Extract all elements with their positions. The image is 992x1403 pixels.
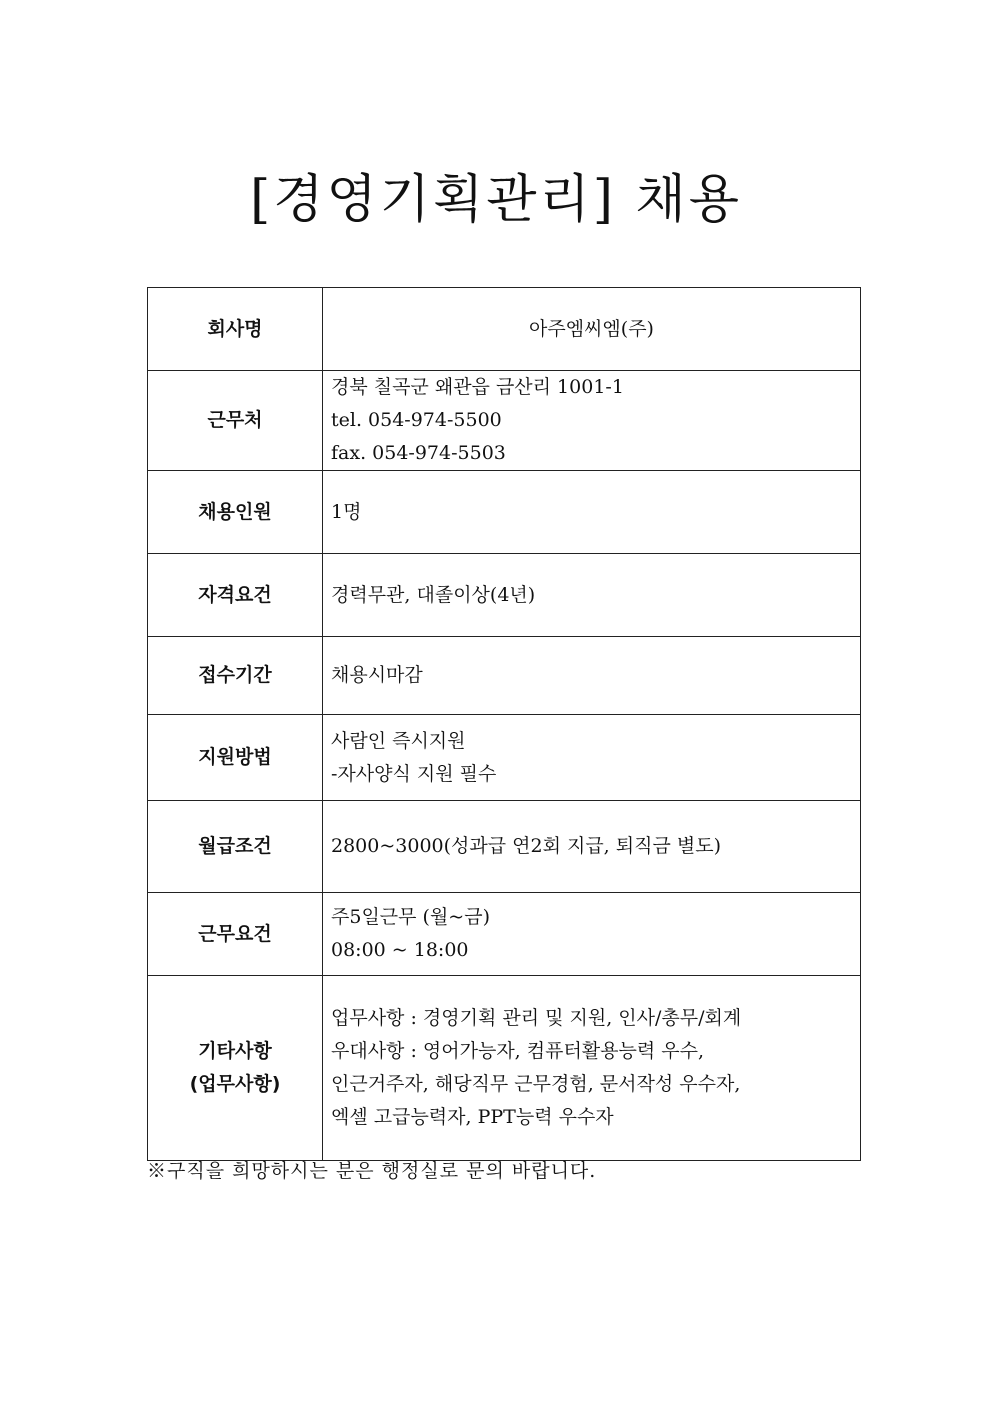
workplace-value (323, 371, 861, 471)
job-info-table (147, 287, 861, 1161)
company-value: 아주엠씨엠(주) (323, 288, 861, 371)
table-row-workplace (148, 371, 861, 471)
etc-label-line-2: (업무사항) (189, 1073, 281, 1095)
table-row-headcount (148, 471, 861, 554)
hours-label: 근무요건 (148, 893, 323, 976)
table-row-method (148, 715, 861, 801)
workplace-label: 근무처 (148, 371, 323, 471)
table-row-etc (148, 976, 861, 1161)
workplace-tel: tel. 054-974-5500 (331, 409, 502, 431)
etc-line-4: 엑셀 고급능력자, PPT능력 우수자 (331, 1106, 614, 1128)
hours-line-2: 08:00 ~ 18:00 (331, 939, 469, 961)
salary-value: 2800~3000(성과급 연2회 지급, 퇴직금 별도) (323, 801, 861, 893)
table-row-period (148, 637, 861, 715)
table-row-company (148, 288, 861, 371)
period-value: 채용시마감 (323, 637, 861, 715)
table-row-hours (148, 893, 861, 976)
headcount-value: 1명 (323, 471, 861, 554)
hours-line-1: 주5일근무 (월~금) (331, 906, 490, 928)
headcount-label: 채용인원 (148, 471, 323, 554)
qualification-label: 자격요건 (148, 554, 323, 637)
hours-value (323, 893, 861, 976)
table-row-salary (148, 801, 861, 893)
footnote: ※구직을 희망하시는 분은 행정실로 문의 바랍니다. (147, 1160, 597, 1182)
etc-line-3: 인근거주자, 해당직무 근무경험, 문서작성 우수자, (331, 1073, 741, 1095)
table-row-qualification (148, 554, 861, 637)
company-label: 회사명 (148, 288, 323, 371)
etc-line-1: 업무사항 : 경영기획 관리 및 지원, 인사/총무/회계 (331, 1007, 742, 1029)
page-title: [경영기획관리] 채용 (250, 170, 742, 230)
method-label: 지원방법 (148, 715, 323, 801)
qualification-value: 경력무관, 대졸이상(4년) (323, 554, 861, 637)
method-line-2: -자사양식 지원 필수 (331, 762, 497, 785)
etc-label-line-1: 기타사항 (198, 1040, 272, 1062)
etc-line-2: 우대사항 : 영어가능자, 컴퓨터활용능력 우수, (331, 1040, 705, 1062)
salary-label: 월급조건 (148, 801, 323, 893)
period-label: 접수기간 (148, 637, 323, 715)
etc-label (148, 976, 323, 1161)
method-line-1: 사람인 즉시지원 (331, 729, 466, 752)
workplace-fax: fax. 054-974-5503 (331, 442, 506, 464)
etc-value (323, 976, 861, 1161)
workplace-address: 경북 칠곡군 왜관읍 금산리 1001-1 (331, 376, 624, 398)
method-value (323, 715, 861, 801)
